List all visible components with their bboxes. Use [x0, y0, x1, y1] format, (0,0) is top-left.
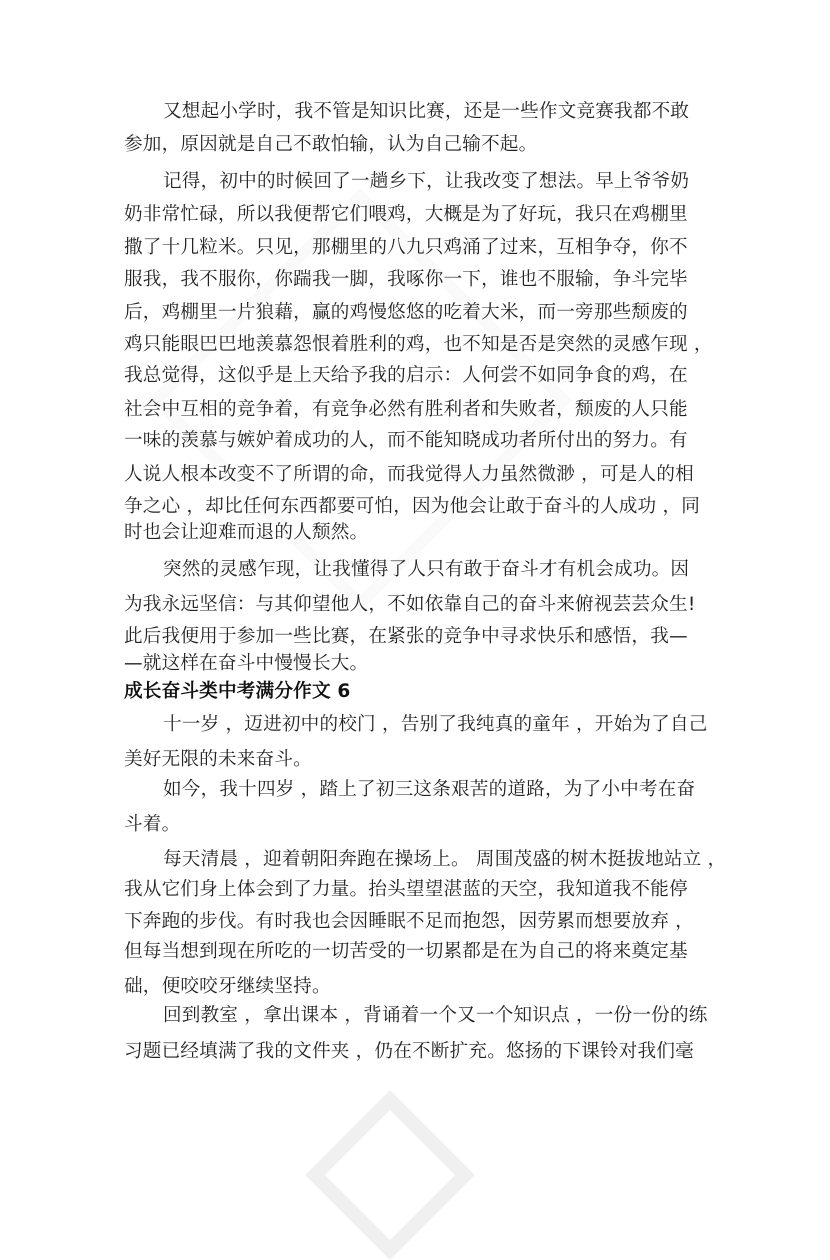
text-line: —就这样在奋斗中慢慢长大。 — [124, 653, 369, 674]
text-line: 时也会让迎难而退的人颓然。 — [124, 522, 369, 543]
text-line: 鸡只能眼巴巴地羡慕怨恨着胜利的鸡，也不知是否是突然的灵感乍现 ， — [124, 334, 713, 355]
text-line: 奶非常忙碌，所以我便帮它们喂鸡，大概是为了好玩，我只在鸡棚里 — [124, 204, 688, 225]
text-line: 又想起小学时，我不管是知识比赛，还是一些作文竞赛我都不敢 — [163, 101, 690, 122]
text-line: 一味的羡慕与嫉妒着成功的人，而不能知晓成功者所付出的努力。有 — [124, 430, 688, 451]
text-line: 我从它们身上体会到了力量。抬头望望湛蓝的天空，我知道我不能停 — [124, 879, 688, 900]
text-line: 美好无限的未来奋斗。 — [124, 749, 312, 770]
text-line: 十一岁 ，迈进初中的校门 ，告别了我纯真的童年 ，开始为了自己 — [163, 714, 708, 735]
text-line: 此后我便用于参加一些比赛，在紧张的竞争中寻求快乐和感悟，我— — [124, 626, 688, 647]
text-line: 为我永远坚信：与其仰望他人，不如依靠自己的奋斗来俯视芸芸众生! — [124, 594, 696, 615]
watermark-logo-icon — [305, 1090, 475, 1260]
text-line: 回到教室 ，拿出课本 ，背诵着一个又一个知识点 ，一份一份的练 — [163, 1005, 708, 1026]
section-heading: 成长奋斗类中考满分作文 6 — [124, 681, 351, 702]
text-line: 我总觉得，这似乎是上天给予我的启示：人何尝不如同争食的鸡，在 — [124, 365, 688, 386]
text-line: 记得，初中的时候回了一趟乡下，让我改变了想法。早上爷爷奶 — [163, 171, 690, 192]
text-line: 习题已经填满了我的文件夹 ，仍在不断扩充。悠扬的下课铃对我们毫 — [124, 1041, 694, 1062]
text-line: 斗着。 — [124, 814, 181, 835]
text-line: 撒了十几粒米。只见，那棚里的八九只鸡涌了过来，互相争夺，你不 — [124, 237, 688, 258]
text-line: 如今，我十四岁 ，踏上了初三这条艰苦的道路，为了小中考在奋 — [163, 779, 696, 800]
text-line: 后，鸡棚里一片狼藉，赢的鸡慢悠悠的吃着大米，而一旁那些颓废的 — [124, 302, 688, 323]
text-line: 参加，原因就是自己不敢怕输，认为自己输不起。 — [124, 134, 538, 155]
text-line: 但每当想到现在所吃的一切苦受的一切累都是在为自己的将来奠定基 — [124, 941, 688, 962]
text-line: 争之心 ，却比任何东西都要可怕，因为他会让敢于奋斗的人成功 ，同 — [124, 496, 701, 517]
text-line: 社会中互相的竞争着，有竞争必然有胜利者和失败者，颓废的人只能 — [124, 399, 688, 420]
text-line: 突然的灵感乍现，让我懂得了人只有敢于奋斗才有机会成功。因 — [163, 559, 690, 580]
text-line: 服我，我不服你，你踹我一脚，我啄你一下，谁也不服输，争斗完毕 — [124, 269, 688, 290]
text-line: 人说人根本改变不了所谓的命，而我觉得人力虽然微渺 ，可是人的相 — [124, 464, 694, 485]
text-line: 每天清晨 ，迎着朝阳奔跑在操场上。 周围茂盛的树木挺拔地站立 ， — [163, 849, 727, 870]
text-line: 础，便咬咬牙继续坚持。 — [124, 976, 331, 997]
text-line: 下奔跑的步伐。有时我也会因睡眠不足而抱怨，因劳累而想要放弃 ， — [124, 911, 694, 932]
